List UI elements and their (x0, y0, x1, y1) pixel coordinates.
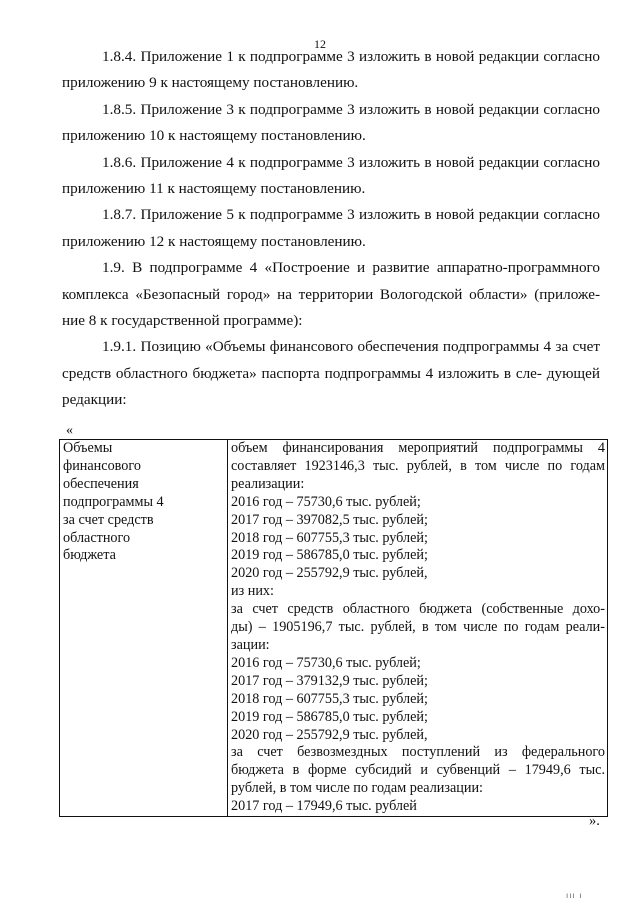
paragraph-line: 1.8.4. Приложение 1 к подпрограмме 3 изложить в новой редакции согласно (102, 48, 600, 65)
table-value-line: за счет средств областного бюджета (собственные дохо- (231, 601, 605, 618)
paragraph-line: комплекса «Безопасный город» на территории Вологодской области» (приложе- (62, 285, 600, 303)
table-value-line: объем финансирования мероприятий подпрограммы 4 (231, 440, 605, 456)
paragraph-1-8-4 (62, 44, 600, 97)
funding-table (59, 439, 608, 817)
paragraph-1-8-7 (62, 202, 600, 255)
paragraph-line: приложению 10 к настоящему постановлению. (62, 127, 366, 145)
table-label-line: бюджета (63, 547, 116, 564)
page-number: 12 (314, 37, 326, 51)
table-label-line: за счет средств (63, 511, 154, 528)
paragraph-line: ние 8 к государственной программе): (62, 312, 303, 330)
table-value-line: 2016 год – 75730,6 тыс. рублей; (231, 654, 421, 671)
paragraph-line: 1.8.7. Приложение 5 к подпрограмме 3 изложить в новой редакции согласно (102, 206, 600, 224)
table-label-line: финансового (63, 457, 141, 474)
table-value-line: 2020 год – 255792,9 тыс. рублей, (231, 565, 428, 582)
paragraph-1-9 (62, 255, 600, 334)
table-value-line: 2017 год – 397082,5 тыс. рублей; (231, 511, 428, 528)
paragraph-line: приложению 11 к настоящему постановлению. (62, 180, 366, 198)
table-value-line: рублей, в том числе по годам реализации: (231, 780, 483, 797)
footer-mark: ııı ı (566, 891, 583, 900)
table-value-line: ды) – 1905196,7 тыс. рублей, в том числе по годам реали- (231, 619, 605, 636)
paragraph-line: 1.8.6. Приложение 4 к подпрограмме 3 изложить в новой редакции согласно (102, 153, 600, 171)
paragraph-1-8-6 (62, 150, 600, 203)
table-value-line: 2016 год – 75730,6 тыс. рублей; (231, 493, 421, 510)
paragraph-line: 1.8.5. Приложение 3 к подпрограмме 3 изложить в новой редакции согласно (102, 100, 600, 118)
document-body (62, 44, 600, 414)
opening-quote-mark: « (66, 423, 73, 438)
table-value-line: 2018 год – 607755,3 тыс. рублей; (231, 690, 428, 707)
table-value-line: 2019 год – 586785,0 тыс. рублей; (231, 708, 428, 725)
table-value-line: 2020 год – 255792,9 тыс. рублей, (231, 726, 428, 743)
table-value-line: 2018 год – 607755,3 тыс. рублей; (231, 529, 428, 546)
table-value-line: реализации: (231, 475, 305, 492)
table-value-line: 2019 год – 586785,0 тыс. рублей; (231, 547, 428, 564)
closing-quote-mark: ». (589, 813, 600, 829)
funding-table-value-cell (228, 440, 608, 817)
paragraph-line: 1.9. В подпрограмме 4 «Построение и развитие аппаратно-программного (102, 259, 600, 277)
table-label-line: Объемы (63, 440, 113, 456)
paragraph-line: счет средств областного бюджета» паспорта подпрограммы 4 изложить в сле- (62, 338, 600, 382)
paragraph-1-8-5 (62, 97, 600, 150)
table-value-line: 2017 год – 379132,9 тыс. рублей; (231, 672, 428, 689)
paragraph-line: 1.9.1. Позицию «Объемы финансового обеспечения подпрограммы 4 за (102, 338, 569, 356)
paragraph-1-9-1 (62, 334, 600, 413)
funding-table-label-cell (60, 440, 228, 817)
table-value-line: составляет 1923146,3 тыс. рублей, в том числе по годам (231, 457, 605, 474)
funding-table-row (60, 440, 608, 817)
table-label-line: обеспечения (63, 475, 139, 492)
table-value-line: 2017 год – 17949,6 тыс. рублей (231, 798, 417, 815)
paragraph-line: приложению 9 к настоящему постановлению. (62, 74, 359, 92)
table-value-line: из них: (231, 583, 274, 600)
paragraph-line: приложению 12 к настоящему постановлению. (62, 232, 366, 250)
table-label-line: областного (63, 529, 131, 546)
table-value-line: за счет безвозмездных поступлений из федерального (231, 744, 605, 761)
table-value-line: зации: (231, 636, 270, 653)
table-label-line: подпрограммы 4 (63, 493, 164, 510)
paragraph-line: дующей редакции: (62, 364, 600, 409)
table-value-line: бюджета в форме субсидий и субвенций – 17949,6 тыс. (231, 762, 605, 779)
